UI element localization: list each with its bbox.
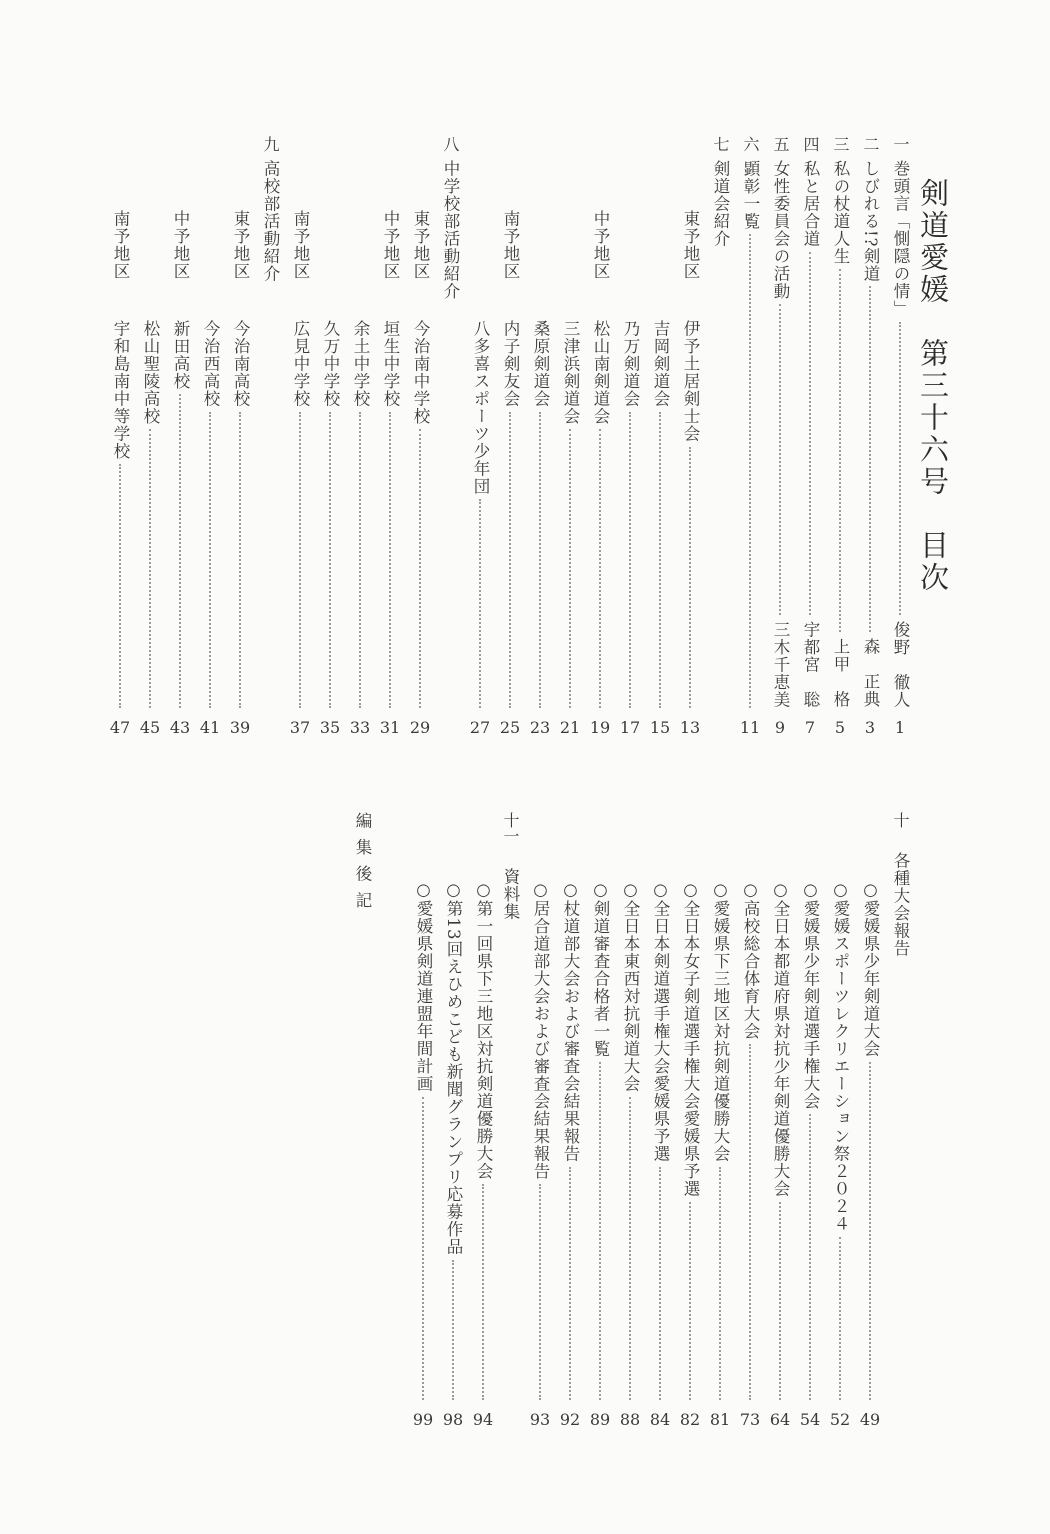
toc-entry-title: しびれる!?剣道 bbox=[861, 160, 880, 283]
editorial-postscript: 編集後記 bbox=[353, 812, 372, 918]
dot-leader bbox=[119, 464, 121, 708]
toc-entry-title: 私と居合道 bbox=[801, 160, 820, 248]
region-label: 中予地区 bbox=[591, 210, 610, 280]
section-number: 一 bbox=[891, 136, 910, 152]
page-number: 92 bbox=[559, 1410, 581, 1429]
dot-leader bbox=[479, 499, 481, 708]
region-label: 東予地区 bbox=[231, 210, 250, 280]
page-number: 49 bbox=[859, 1410, 881, 1429]
region-label: 東予地区 bbox=[681, 210, 700, 280]
page-number: 15 bbox=[649, 718, 671, 737]
region-label: 中予地区 bbox=[381, 210, 400, 280]
section-number: 十 bbox=[891, 812, 910, 828]
page-number: 64 bbox=[769, 1410, 791, 1429]
toc-entry-author: 上甲 格 bbox=[831, 638, 850, 708]
page-number: 45 bbox=[139, 718, 161, 737]
page-number: 35 bbox=[319, 718, 341, 737]
toc-entry-title: 三津浜剣道会 bbox=[561, 320, 580, 425]
page-number: 54 bbox=[799, 1410, 821, 1429]
dot-leader bbox=[569, 429, 571, 708]
page-number: 21 bbox=[559, 718, 581, 737]
toc-entry-title: ○愛媛県下三地区対抗剣道優勝大会 bbox=[711, 880, 730, 1163]
toc-entry-title: 剣道会紹介 bbox=[711, 160, 730, 248]
dot-leader bbox=[719, 1167, 721, 1401]
toc-entry-title: 宇和島南中等学校 bbox=[111, 320, 130, 460]
dot-leader bbox=[629, 412, 631, 709]
section-number: 四 bbox=[801, 136, 820, 152]
page-number: 81 bbox=[709, 1410, 731, 1429]
dot-leader bbox=[419, 429, 421, 708]
toc-entry-title: 顕彰一覧 bbox=[741, 160, 760, 230]
page-number: 9 bbox=[774, 718, 786, 737]
section-number: 九 bbox=[261, 136, 280, 152]
page-number: 29 bbox=[409, 718, 431, 737]
dot-leader bbox=[629, 1097, 631, 1401]
dot-leader bbox=[689, 1202, 691, 1401]
toc-entry-title: 今治西高校 bbox=[201, 320, 220, 408]
toc-entry-title: ○第13回えひめこども新聞グランプリ応募作品 bbox=[444, 880, 463, 1256]
toc-entry-title: 垣生中学校 bbox=[381, 320, 400, 408]
toc-entry-title: ○全日本女子剣道選手権大会愛媛県予選 bbox=[681, 880, 700, 1198]
toc-entry-title: 松山聖陵高校 bbox=[141, 320, 160, 425]
dot-leader bbox=[359, 412, 361, 709]
dot-leader bbox=[179, 394, 181, 708]
dot-leader bbox=[839, 1237, 841, 1401]
section-number: 六 bbox=[741, 136, 760, 152]
page-number: 84 bbox=[649, 1410, 671, 1429]
toc-entry-title: 吉岡剣道会 bbox=[651, 320, 670, 408]
toc-entry-title: ○愛媛県少年剣道選手権大会 bbox=[801, 880, 820, 1110]
toc-entry-title: 巻頭言「惻隠の情」 bbox=[891, 160, 910, 318]
page-title: 剣道愛媛 第三十六号 目次 bbox=[916, 178, 950, 594]
dot-leader bbox=[869, 1062, 871, 1401]
toc-entry-title: 今治南高校 bbox=[231, 320, 250, 408]
toc-entry-title: ○剣道審査合格者一覧 bbox=[591, 880, 610, 1058]
dot-leader bbox=[779, 304, 781, 615]
dot-leader bbox=[539, 1184, 541, 1400]
dot-leader bbox=[839, 269, 841, 632]
page-number: 23 bbox=[529, 718, 551, 737]
toc-entry-title: ○愛媛県剣道連盟年間計画 bbox=[414, 880, 433, 1093]
dot-leader bbox=[599, 1062, 601, 1401]
toc-entry-title: 余土中学校 bbox=[351, 320, 370, 408]
dot-leader bbox=[299, 412, 301, 709]
section-number: 八 bbox=[441, 136, 460, 152]
toc-entry-title: 今治南中学校 bbox=[411, 320, 430, 425]
toc-entry-title: 伊予土居剣士会 bbox=[681, 320, 700, 443]
toc-entry-title: 八多喜スポーツ少年団 bbox=[471, 320, 490, 495]
page-number: 47 bbox=[109, 718, 131, 737]
dot-leader bbox=[809, 1114, 811, 1400]
page-number: 43 bbox=[169, 718, 191, 737]
page-number: 89 bbox=[589, 1410, 611, 1429]
dot-leader bbox=[659, 412, 661, 709]
page-number: 73 bbox=[739, 1410, 761, 1429]
toc-entry-title: 中学校部活動紹介 bbox=[441, 160, 460, 300]
toc-entry-title: ○全日本都道府県対抗少年剣道優勝大会 bbox=[771, 880, 790, 1198]
page-number: 13 bbox=[679, 718, 701, 737]
dot-leader bbox=[389, 412, 391, 709]
dot-leader bbox=[209, 412, 211, 709]
section-number: 二 bbox=[861, 136, 880, 152]
dot-leader bbox=[749, 234, 751, 708]
page-number: 11 bbox=[739, 718, 761, 737]
page-number: 88 bbox=[619, 1410, 641, 1429]
region-label: 中予地区 bbox=[171, 210, 190, 280]
page-number: 3 bbox=[864, 718, 876, 737]
page-number: 19 bbox=[589, 718, 611, 737]
page-number: 27 bbox=[469, 718, 491, 737]
toc-entry-title: ○第一回県下三地区対抗剣道優勝大会 bbox=[474, 880, 493, 1180]
page-number: 82 bbox=[679, 1410, 701, 1429]
toc-entry-title: ○居合道部大会および審査会結果報告 bbox=[531, 880, 550, 1180]
page-number: 52 bbox=[829, 1410, 851, 1429]
toc-entry-author: 三木千恵美 bbox=[771, 620, 790, 708]
dot-leader bbox=[509, 412, 511, 709]
section-number: 七 bbox=[711, 136, 730, 152]
toc-entry-title: ○高校総合体育大会 bbox=[741, 880, 760, 1040]
page-number: 41 bbox=[199, 718, 221, 737]
dot-leader bbox=[659, 1167, 661, 1401]
toc-entry-title: 女性委員会の活動 bbox=[771, 160, 790, 300]
toc-entry-title: 私の杖道人生 bbox=[831, 160, 850, 265]
dot-leader bbox=[452, 1260, 454, 1401]
toc-entry-title: 乃万剣道会 bbox=[621, 320, 640, 408]
toc-entry-title: 高校部活動紹介 bbox=[261, 160, 280, 283]
toc-entry-title: ○愛媛スポーツレクリエーション祭２０２４ bbox=[831, 880, 850, 1233]
toc-entry-title: 久万中学校 bbox=[321, 320, 340, 408]
toc-entry-title: 内子剣友会 bbox=[501, 320, 520, 408]
dot-leader bbox=[539, 412, 541, 709]
dot-leader bbox=[599, 429, 601, 708]
toc-entry-title: ○全日本東西対抗剣道大会 bbox=[621, 880, 640, 1093]
toc-entry-title: 桑原剣道会 bbox=[531, 320, 550, 408]
toc-entry-title: ○杖道部大会および審査会結果報告 bbox=[561, 880, 580, 1163]
region-label: 南予地区 bbox=[501, 210, 520, 280]
page-number: 33 bbox=[349, 718, 371, 737]
dot-leader bbox=[809, 252, 811, 615]
dot-leader bbox=[482, 1184, 484, 1400]
section-number: 五 bbox=[771, 136, 790, 152]
page-number: 17 bbox=[619, 718, 641, 737]
toc-entry-author: 森 正典 bbox=[861, 638, 880, 708]
page-number: 98 bbox=[442, 1410, 464, 1429]
dot-leader bbox=[569, 1167, 571, 1401]
toc-entry-author: 俊野 徹人 bbox=[891, 620, 910, 708]
toc-entry-title: 各種大会報告 bbox=[891, 852, 910, 957]
dot-leader bbox=[869, 286, 871, 632]
page-number: 25 bbox=[499, 718, 521, 737]
region-label: 東予地区 bbox=[411, 210, 430, 280]
section-number: 三 bbox=[831, 136, 850, 152]
toc-entry-title: 新田高校 bbox=[171, 320, 190, 390]
page-number: 5 bbox=[834, 718, 846, 737]
toc-entry-title: ○全日本剣道選手権大会愛媛県予選 bbox=[651, 880, 670, 1163]
dot-leader bbox=[689, 447, 691, 709]
dot-leader bbox=[239, 412, 241, 709]
toc-entry-author: 宇都宮 聡 bbox=[801, 620, 820, 708]
dot-leader bbox=[899, 322, 901, 615]
page-number: 99 bbox=[412, 1410, 434, 1429]
dot-leader bbox=[779, 1202, 781, 1401]
region-label: 南予地区 bbox=[111, 210, 130, 280]
page-number: 31 bbox=[379, 718, 401, 737]
page-number: 94 bbox=[472, 1410, 494, 1429]
dot-leader bbox=[329, 412, 331, 709]
dot-leader bbox=[749, 1044, 751, 1400]
section-number: 十一 bbox=[501, 812, 520, 844]
region-label: 南予地区 bbox=[291, 210, 310, 280]
dot-leader bbox=[149, 429, 151, 708]
page-number: 93 bbox=[529, 1410, 551, 1429]
toc-entry-title: 広見中学校 bbox=[291, 320, 310, 408]
page-number: 39 bbox=[229, 718, 251, 737]
toc-entry-title: 資料集 bbox=[501, 868, 520, 921]
dot-leader bbox=[422, 1097, 424, 1401]
page-number: 7 bbox=[804, 718, 816, 737]
page-number: 1 bbox=[894, 718, 906, 737]
toc-entry-title: ○愛媛県少年剣道大会 bbox=[861, 880, 880, 1058]
page-number: 37 bbox=[289, 718, 311, 737]
toc-entry-title: 松山南剣道会 bbox=[591, 320, 610, 425]
